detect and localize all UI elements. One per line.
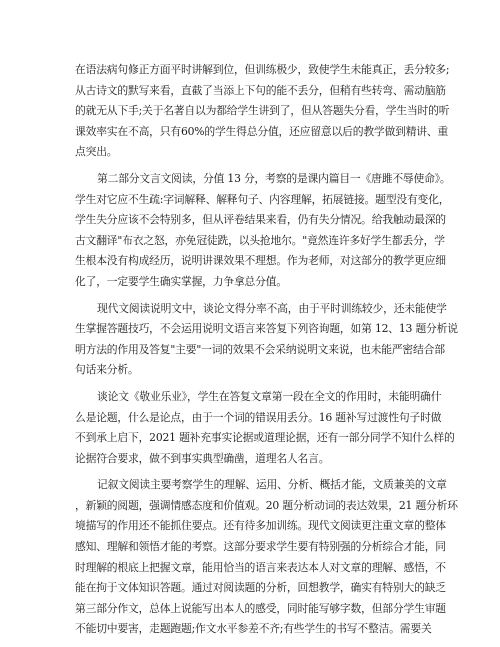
text-line: 不能切中要害，走题跑题;作文水平参差不齐;有些学生的书写不整洁。需要关	[75, 622, 432, 636]
text-line: 第二部分文言文阅读，分值 13 分，考察的是课内篇目一《唐雎不辱使命》。	[97, 171, 451, 185]
text-line: 谈论文《敬业乐业》，学生在答复文章第一段在全文的作用时，未能明确什	[97, 389, 442, 403]
text-line: 古文翻译"布衣之怒，亦免冠徒跣，以头抢地尔。"竟然连许多好学生都丢分，学	[75, 233, 445, 247]
text-line: 课效率实在不高，只有60%的学生得总分值，还应留意以后的教学做到精讲、重	[75, 124, 449, 138]
text-line: 现代文阅读说明文中，谈论文得分率不高，由于平时训练较少，还未能使学	[97, 301, 447, 315]
text-line: 感知、理解和领悟才能的考察。这部分要求学生要有特别强的分析综合才能，同	[75, 540, 446, 554]
paragraph-grammar-poetry	[75, 60, 450, 163]
text-line: 学生失分应该不会特别多，但从评卷结果来看，仍有失分情况。给我触动最深的	[75, 213, 446, 227]
document-body	[75, 60, 458, 646]
text-line: 么是论题，什么是论点，由于一个词的错误用丢分。16 题补写过渡性句子时做	[75, 410, 442, 424]
text-line: 学生对它应不生疏:字词解释、解释句子、内容理解，拓展链接。题型没有变化，	[75, 192, 450, 206]
text-line: ，新颖的阅题，强调情感态度和价值观。20 题分析动词的表达效果，21 题分析环	[75, 498, 458, 512]
text-line: 时理解的根底上把握文章，能用恰当的语言来表达本人对文章的理解、感悟，不	[75, 560, 446, 574]
text-line: 从古诗文的默写来看，直截了当添上下句的能不丢分，但稍有些转弯、需动脑筋	[75, 83, 446, 97]
text-line: 能在拘于文体知识答题。通过对阅读题的分析，回想教学，确实有特别大的缺乏	[75, 581, 446, 595]
text-line: 在语法病句修正方面平时讲解到位，但训练极少，致使学生未能真正，丢分较多;	[75, 63, 450, 76]
text-line: 明方法的作用及答复"主要"一词的效果不会采纳说明文来说，也未能严密结合部	[75, 342, 445, 356]
text-line: 记叙文阅读主要考察学生的理解、运用、分析、概括才能，文质兼美的文章	[97, 478, 447, 492]
paragraph-argumentative	[75, 387, 455, 469]
text-line: 生根本没有构成经历，说明讲课效果不理想。作为老师，对这部分的教学更应细	[75, 254, 446, 268]
text-line: 的就无从下手;关于名著自以为都给学生讲到了，但从答题失分看，学生当时的听	[75, 104, 450, 118]
text-line: 第三部分作文，总体上说能写出本人的感受，同时能写够字数，但部分学生审题	[75, 601, 446, 615]
text-line: 化了，一定要学生确实掌握，力争拿总分值。	[75, 274, 287, 288]
text-line: 不到承上启下，2021 题补充事实论据或道理论据，还有一部分同学不知什么样的	[75, 431, 455, 445]
text-line: 点突出。	[75, 145, 118, 159]
paragraph-narrative-composition	[75, 475, 458, 640]
paragraph-expository-reading	[75, 299, 458, 381]
text-line: 生掌握答题技巧，不会运用说明文语言来答复下列咨询题，如第 12、13 题分析说	[75, 322, 458, 336]
text-line: 句话来分析。	[75, 363, 139, 377]
text-line: 论据符合要求，做不到事实典型确凿，道理名人名言。	[75, 451, 330, 465]
paragraph-classical-chinese	[75, 169, 451, 293]
text-line: 境描写的作用还不能抓住要点。还有待多加训练。现代文阅读更注重文章的整体	[75, 519, 446, 533]
